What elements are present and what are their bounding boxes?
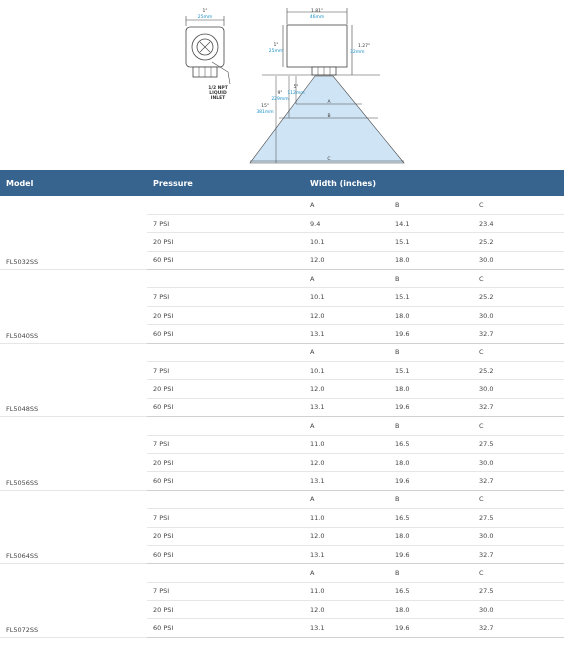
- width-column-letter: C: [473, 417, 564, 435]
- width-value-b: 15.1: [389, 362, 473, 380]
- width-value-a: 13.1: [304, 398, 389, 416]
- pressure-cell: 60 PSI: [147, 545, 304, 563]
- width-value-b: 14.1: [389, 214, 473, 232]
- width-value-b: 18.0: [389, 601, 473, 619]
- spray-width-table: [0, 170, 564, 638]
- pressure-cell: [147, 343, 304, 361]
- model-cell: FL5056SS: [0, 417, 147, 491]
- width-value-c: 30.0: [473, 380, 564, 398]
- width-column-letter: C: [473, 270, 564, 288]
- height-label: 1": [273, 43, 279, 48]
- table-row: [0, 417, 564, 435]
- inlet-label-line2: LIQUID: [209, 91, 227, 96]
- width-value-a: 9.4: [304, 214, 389, 232]
- width-value-a: 12.0: [304, 527, 389, 545]
- pressure-cell: 7 PSI: [147, 288, 304, 306]
- width-value-a: 13.1: [304, 472, 389, 490]
- model-cell: FL5064SS: [0, 490, 147, 564]
- width-value-c: 32.7: [473, 325, 564, 343]
- pressure-cell: 60 PSI: [147, 472, 304, 490]
- distance-5-label: 5": [293, 85, 299, 90]
- width-value-c: 25.2: [473, 362, 564, 380]
- width-value-a: 10.1: [304, 233, 389, 251]
- width-value-a: 12.0: [304, 601, 389, 619]
- pressure-cell: 60 PSI: [147, 398, 304, 416]
- spray-letter-a: A: [327, 100, 331, 105]
- width-value-a: 10.1: [304, 362, 389, 380]
- width-value-b: 18.0: [389, 453, 473, 471]
- width-value-c: 25.2: [473, 233, 564, 251]
- header-pressure: Pressure: [147, 170, 304, 196]
- spray-letter-b: B: [327, 114, 331, 119]
- width-value-b: 18.0: [389, 251, 473, 269]
- spray-letter-c: C: [327, 157, 331, 162]
- width-value-c: 32.7: [473, 398, 564, 416]
- pressure-cell: [147, 417, 304, 435]
- pressure-cell: [147, 270, 304, 288]
- width-column-letter: C: [473, 196, 564, 214]
- table-row: [0, 343, 564, 361]
- distance-15-mm: 381mm: [256, 110, 274, 115]
- model-cell: FL5072SS: [0, 564, 147, 638]
- width-value-b: 19.6: [389, 619, 473, 637]
- right-height-label: 1.27": [358, 44, 371, 49]
- width-column-letter: A: [304, 270, 389, 288]
- pressure-cell: 7 PSI: [147, 582, 304, 600]
- pressure-cell: 20 PSI: [147, 306, 304, 324]
- width-value-a: 12.0: [304, 380, 389, 398]
- model-cell: FL5040SS: [0, 270, 147, 344]
- side-view-body: [287, 25, 347, 67]
- width-value-b: 18.0: [389, 527, 473, 545]
- pressure-cell: 60 PSI: [147, 619, 304, 637]
- width-value-b: 15.1: [389, 288, 473, 306]
- width-value-b: 19.6: [389, 472, 473, 490]
- nozzle-dimension-drawing: [0, 0, 564, 170]
- pressure-cell: 60 PSI: [147, 325, 304, 343]
- header-width: Width (inches): [304, 170, 564, 196]
- distance-9-label: 9": [277, 91, 283, 96]
- table-row: [0, 196, 564, 214]
- width-column-letter: B: [389, 270, 473, 288]
- pressure-cell: 7 PSI: [147, 214, 304, 232]
- width-column-letter: B: [389, 490, 473, 508]
- width-column-letter: B: [389, 343, 473, 361]
- width-column-letter: A: [304, 417, 389, 435]
- width-column-letter: B: [389, 417, 473, 435]
- width-column-letter: C: [473, 490, 564, 508]
- inlet-label-line1: 1/2 NPT: [208, 86, 228, 91]
- width-value-a: 13.1: [304, 619, 389, 637]
- width-column-letter: A: [304, 196, 389, 214]
- model-cell: FL5032SS: [0, 196, 147, 270]
- width-value-c: 32.7: [473, 472, 564, 490]
- width-value-b: 16.5: [389, 582, 473, 600]
- width-value-c: 30.0: [473, 453, 564, 471]
- width-value-b: 19.6: [389, 325, 473, 343]
- pressure-cell: [147, 490, 304, 508]
- width-value-c: 32.7: [473, 619, 564, 637]
- width-value-c: 30.0: [473, 601, 564, 619]
- top-dimension-mm: 46mm: [309, 15, 325, 20]
- width-value-c: 27.5: [473, 509, 564, 527]
- header-model: Model: [0, 170, 147, 196]
- pressure-cell: 20 PSI: [147, 380, 304, 398]
- model-cell: FL5048SS: [0, 343, 147, 417]
- width-value-c: 27.5: [473, 435, 564, 453]
- table-row: [0, 564, 564, 582]
- width-value-b: 19.6: [389, 398, 473, 416]
- table-row: [0, 490, 564, 508]
- width-value-a: 13.1: [304, 545, 389, 563]
- table-row: [0, 270, 564, 288]
- width-value-c: 32.7: [473, 545, 564, 563]
- width-value-a: 12.0: [304, 251, 389, 269]
- spray-fan: [250, 76, 404, 163]
- width-column-letter: A: [304, 343, 389, 361]
- width-value-b: 19.6: [389, 545, 473, 563]
- width-value-a: 11.0: [304, 582, 389, 600]
- width-value-b: 16.5: [389, 509, 473, 527]
- inlet-label-line3: INLET: [210, 96, 226, 101]
- pressure-cell: 7 PSI: [147, 435, 304, 453]
- width-value-a: 10.1: [304, 288, 389, 306]
- width-value-a: 12.0: [304, 306, 389, 324]
- top-dimension-label: 1.81": [310, 9, 324, 14]
- distance-9-mm: 229mm: [271, 97, 289, 102]
- pressure-cell: [147, 564, 304, 582]
- width-value-a: 11.0: [304, 435, 389, 453]
- width-value-b: 18.0: [389, 306, 473, 324]
- width-column-letter: A: [304, 564, 389, 582]
- pressure-cell: [147, 196, 304, 214]
- pressure-cell: 20 PSI: [147, 527, 304, 545]
- width-value-c: 30.0: [473, 306, 564, 324]
- width-column-letter: B: [389, 196, 473, 214]
- table-body: [0, 196, 564, 637]
- pressure-cell: 7 PSI: [147, 362, 304, 380]
- pressure-cell: 20 PSI: [147, 601, 304, 619]
- width-value-a: 13.1: [304, 325, 389, 343]
- width-value-c: 30.0: [473, 527, 564, 545]
- width-value-a: 11.0: [304, 509, 389, 527]
- width-column-letter: A: [304, 490, 389, 508]
- width-column-letter: B: [389, 564, 473, 582]
- width-value-b: 15.1: [389, 233, 473, 251]
- width-value-c: 25.2: [473, 288, 564, 306]
- distance-15-label: 15": [261, 104, 269, 109]
- pressure-cell: 60 PSI: [147, 251, 304, 269]
- pressure-cell: 20 PSI: [147, 453, 304, 471]
- width-value-c: 30.0: [473, 251, 564, 269]
- right-height-mm: 32mm: [350, 50, 365, 55]
- height-mm: 25mm: [268, 49, 284, 54]
- table-header-row: [0, 170, 564, 196]
- width-value-c: 23.4: [473, 214, 564, 232]
- width-value-b: 16.5: [389, 435, 473, 453]
- width-value-a: 12.0: [304, 453, 389, 471]
- pressure-cell: 7 PSI: [147, 509, 304, 527]
- width-value-b: 18.0: [389, 380, 473, 398]
- width-column-letter: C: [473, 343, 564, 361]
- pressure-cell: 20 PSI: [147, 233, 304, 251]
- width-column-letter: C: [473, 564, 564, 582]
- width-value-c: 27.5: [473, 582, 564, 600]
- distance-5-mm: 112mm: [287, 91, 305, 96]
- front-width-label: 1": [202, 9, 208, 14]
- front-width-mm: 25mm: [197, 15, 213, 20]
